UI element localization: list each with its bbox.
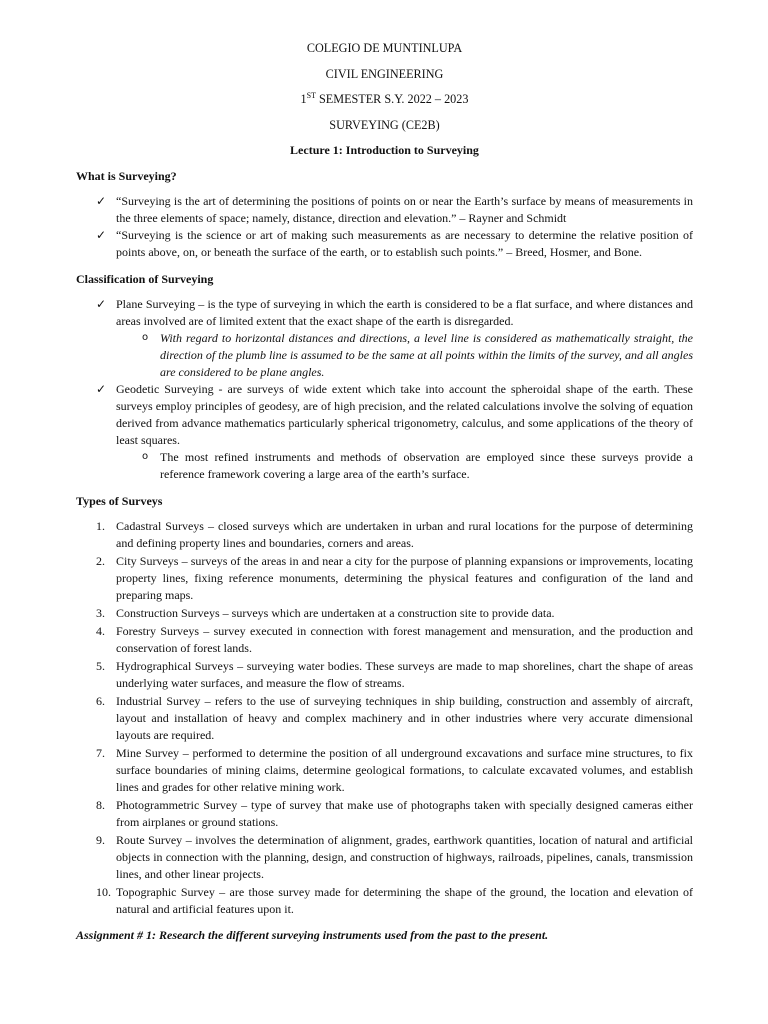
geodetic-surveying-item [76,381,693,483]
list-item [76,884,693,918]
item-text: Photogrammetric Survey – type of survey that make use of photographs taken with specially designed cameras either from airplanes or ground stations. [116,798,693,829]
definition-list [76,193,693,261]
plane-surveying-text: Plane Surveying – is the type of surveying in which the earth is considered to be a flat surface, and where distances and areas involved are of limited extent that the exact shape of the earth is disregarded. [116,297,693,328]
item-text: Forestry Surveys – survey executed in connection with forest management and mensuration, and the production and conservation of forest lands. [116,624,693,655]
circle-bullet-icon: o [142,451,149,462]
semester-line [76,91,693,108]
course-name: SURVEYING (CE2B) [329,117,440,132]
list-item [76,605,693,622]
semester-suffix: ST [306,90,316,100]
survey-types-list [76,518,693,918]
definition-text: “Surveying is the art of determining the positions of points on or near the Earth’s surface by means of measurements in the three elements of space; namely, distance, direction and elevation.” – Rayner and Schmidt [116,194,693,225]
list-item [76,745,693,796]
item-number: 8. [96,798,105,812]
item-text: Industrial Survey – refers to the use of surveying techniques in ship building, construction and assembly of aircraft, layout and installation of heavy and complex machinery and in other industries where very accurate dimensional layouts are required. [116,694,693,742]
item-text: Topographic Survey – are those survey made for determining the shape of the ground, the location and elevation of natural and artificial features upon it. [116,885,693,916]
geodetic-surveying-text: Geodetic Surveying - are surveys of wide extent which take into account the spheroidal shape of the earth. These surveys employ principles of geodesy, are of high precision, and the related calculations involve the solving of equation derived from advance mathematics particularly spherical trigonometry, calculus, and some applications of the theory of least squares. [116,382,693,447]
checkmark-icon: ✓ [96,297,107,311]
department-name: CIVIL ENGINEERING [325,66,444,81]
definition-text: “Surveying is the science or art of making such measurements as are necessary to determine the relative position of points above, on, or beneath the surface of the earth, or to establish such points.” – Breed, Hosmer, and Bone. [116,228,693,259]
item-number: 10. [96,885,111,899]
semester-number: 1 [300,92,307,106]
circle-bullet-icon: o [142,332,149,343]
item-number: 2. [96,554,105,568]
item-text: Construction Surveys – surveys which are undertaken at a construction site to provide data. [116,606,555,620]
lecture-title: Lecture 1: Introduction to Surveying [290,143,479,157]
list-item [76,797,693,831]
item-text: City Surveys – surveys of the areas in and near a city for the purpose of planning expansions or improvements, locating property lines, fixing reference monuments, determining the physical features and configuration of the land and preparing maps. [116,554,693,602]
geodetic-surveying-subtext: The most refined instruments and methods of observation are employed since these surveys provide a reference framework covering a large area of the earth’s surface. [160,450,693,481]
what-is-surveying-heading: What is Surveying? [76,169,177,183]
plane-surveying-item [76,296,693,381]
item-number: 7. [96,746,105,760]
item-text: Route Survey – involves the determination of alignment, grades, earthwork quantities, location of natural and artificial objects in connection with the planning, design, and construction of highways, railroads, pipelines, canals, transmission lines, and other linear projects. [116,833,693,881]
list-item [76,693,693,744]
classification-list [76,296,693,483]
plane-surveying-subitem [76,330,693,381]
item-text: Hydrographical Surveys – surveying water bodies. These surveys are made to map shorelines, chart the shape of areas underlying water surfaces, and measure the flow of streams. [116,659,693,690]
assignment-text: Assignment # 1: Research the different surveying instruments used from the past to the present. [76,928,549,942]
item-number: 4. [96,624,105,638]
types-of-surveys-heading: Types of Surveys [76,494,163,508]
geodetic-surveying-sublist [116,449,693,483]
checkmark-icon: ✓ [96,228,107,242]
list-item [76,623,693,657]
list-item [76,658,693,692]
item-number: 3. [96,606,105,620]
semester-text: SEMESTER S.Y. 2022 – 2023 [315,92,469,106]
checkmark-icon: ✓ [96,382,107,396]
definition-item [76,227,693,261]
plane-surveying-subtext: With regard to horizontal distances and directions, a level line is considered as mathematically straight, the direction of the plumb line is assumed to be the same at all points within the limits of the survey, and all angles are considered to be plane angles. [160,331,693,379]
item-number: 5. [96,659,105,673]
item-number: 1. [96,519,105,533]
checkmark-icon: ✓ [96,194,107,208]
classification-heading: Classification of Surveying [76,272,214,286]
plane-surveying-sublist [116,330,693,381]
item-text: Mine Survey – performed to determine the position of all underground excavations and surface mine structures, to fix surface boundaries of mining claims, determine geological formations, to calculate excavated volumes, and establish lines and grades for other relative mining work. [116,746,693,794]
list-item [76,518,693,552]
item-number: 6. [96,694,105,708]
item-number: 9. [96,833,105,847]
definition-item [76,193,693,227]
item-text: Cadastral Surveys – closed surveys which are undertaken in urban and rural locations for the purpose of determining and defining property lines and boundaries, corners and areas. [116,519,693,550]
geodetic-surveying-subitem [76,449,693,483]
list-item [76,553,693,604]
list-item [76,832,693,883]
school-name: COLEGIO DE MUNTINLUPA [306,41,463,55]
